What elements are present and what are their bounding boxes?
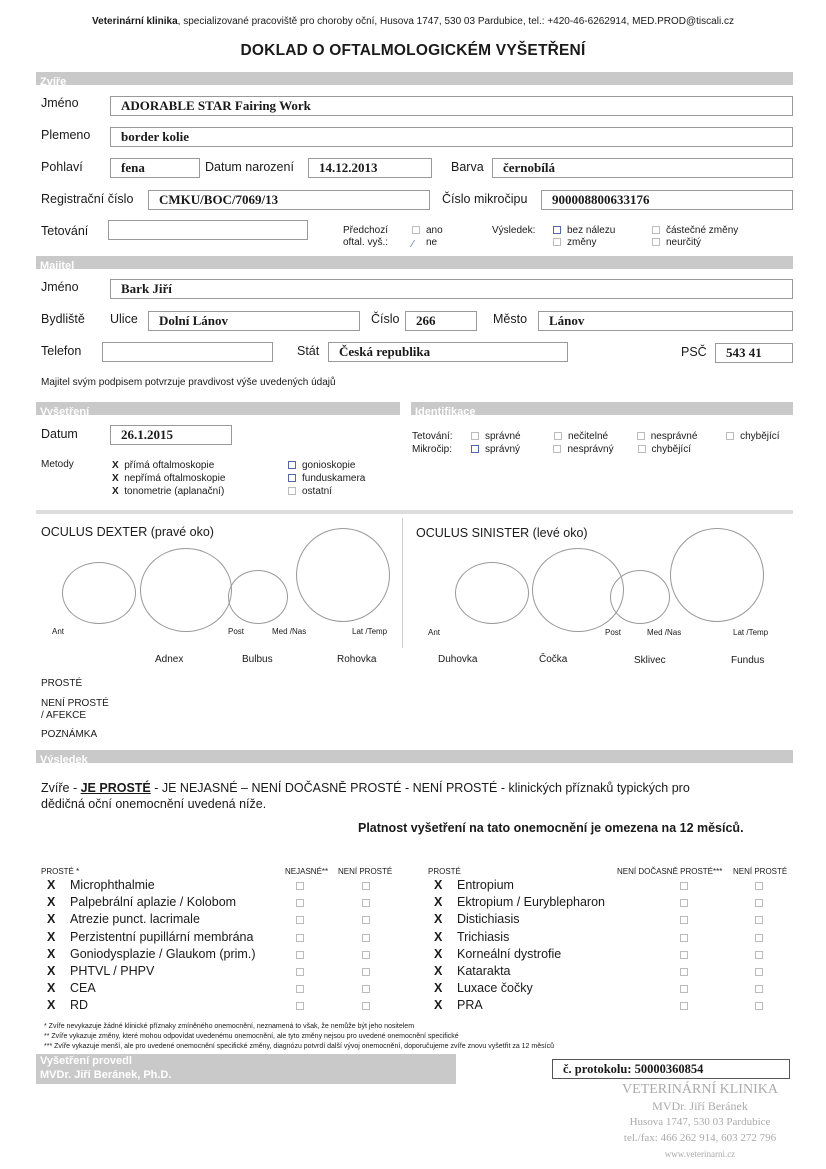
- right-disease-name: Ektropium / Euryblepharon: [457, 895, 605, 910]
- col-sklivec: Sklivec: [634, 655, 666, 666]
- od-temp-label: Lat /Temp: [352, 627, 388, 636]
- chip-ok-checkbox[interactable]: [471, 445, 479, 453]
- protocol-label: č. protokolu:: [563, 1062, 632, 1076]
- chip-missing: chybějící: [651, 444, 691, 455]
- stamp-line-1: VETERINÁRNÍ KLINIKA: [622, 1082, 778, 1097]
- stamp-line-2: MVDr. Jiří Beránek: [652, 1099, 748, 1113]
- left-notfree-checkbox[interactable]: [362, 916, 370, 924]
- street-field[interactable]: Dolní Lánov: [148, 311, 360, 331]
- methods-list-2: [288, 459, 365, 498]
- animal-name-label: Jméno: [41, 96, 79, 110]
- right-notfree-checkbox[interactable]: [755, 985, 763, 993]
- right-disease-name: PRA: [457, 998, 483, 1013]
- right-notfree-checkbox[interactable]: [755, 899, 763, 907]
- os-post-diagram: [610, 570, 670, 624]
- ident-labels: [412, 430, 453, 456]
- dob-field[interactable]: 14.12.2013: [308, 158, 432, 178]
- left-disease-mark: X: [47, 912, 56, 927]
- os-ant-diagram: [455, 562, 529, 624]
- row-affection: / AFEKCE: [41, 710, 87, 721]
- prev-exam-label: [343, 225, 388, 249]
- section-bar-exam: [36, 402, 400, 418]
- right-head-temp: NENÍ DOČASNĚ PROSTÉ***: [617, 867, 723, 876]
- right-disease-name: Luxace čočky: [457, 981, 533, 996]
- od-fundus-diagram: [296, 528, 390, 622]
- left-disease-mark: X: [47, 981, 56, 996]
- left-notfree-checkbox[interactable]: [362, 968, 370, 976]
- left-unclear-checkbox[interactable]: [296, 985, 304, 993]
- tattoo-missing-checkbox[interactable]: [726, 432, 734, 440]
- left-notfree-checkbox[interactable]: [362, 934, 370, 942]
- footnote-3: *** Zvíře vykazuje menší, ale pro uvedené onemocnění specifické změny, diagnózu potvrdí další vývoj onemocnění, doporučujeme zvíře znovu vyšetřit za 12 měsíců: [44, 1043, 554, 1050]
- os-post-label: Post: [605, 628, 622, 637]
- method-gonio: gonioskopie: [302, 460, 356, 471]
- od-nas-label: Med /Nas: [272, 627, 307, 636]
- address-label: Bydliště: [41, 312, 85, 326]
- number-label: Číslo: [371, 312, 400, 326]
- ident-tattoo-label: Tetování:: [412, 431, 453, 442]
- tattoo-wrong: nesprávné: [650, 431, 698, 442]
- od-lateral-diagram: [140, 548, 232, 632]
- left-disease-name: Atrezie punct. lacrimale: [70, 912, 200, 927]
- footnote-2: ** Zvíře vykazuje změny, které mohou odpovídat uvedenému onemocnění, ale tyto změny nejsou pro uvedené onemocnění specifické: [44, 1033, 459, 1040]
- right-notfree-checkbox[interactable]: [755, 1002, 763, 1010]
- method-1: přímá oftalmoskopie: [124, 460, 215, 471]
- right-head-notfree: NENÍ PROSTÉ: [733, 867, 788, 876]
- left-notfree-checkbox[interactable]: [362, 951, 370, 959]
- left-disease-mark: X: [47, 946, 56, 961]
- chip-ok: správný: [485, 444, 521, 455]
- section-title-animal: Zvíře: [40, 76, 67, 88]
- chip-label: Číslo mikročipu: [442, 192, 528, 206]
- sex-field[interactable]: fena: [110, 158, 200, 178]
- left-disease-mark: X: [47, 878, 56, 892]
- fundus-cam-checkbox[interactable]: [288, 474, 296, 482]
- protocol-box: [552, 1059, 790, 1079]
- right-disease-name: Korneální dystrofie: [457, 946, 562, 961]
- section-title-ident: Identifikace: [415, 406, 476, 418]
- result-unclear-label: neurčitý: [666, 237, 702, 248]
- left-disease-mark: X: [47, 964, 56, 978]
- result-line-1: [41, 781, 690, 795]
- clinic-header: [0, 16, 826, 27]
- left-unclear-checkbox[interactable]: [296, 951, 304, 959]
- result-none-checkbox[interactable]: [553, 226, 561, 234]
- reg-label: Registrační číslo: [41, 192, 134, 206]
- chip-wrong-checkbox[interactable]: [553, 445, 561, 453]
- right-temp-checkbox[interactable]: [680, 934, 688, 942]
- left-notfree-checkbox[interactable]: [362, 899, 370, 907]
- methods-list: [112, 459, 225, 498]
- left-disease-name: RD: [70, 998, 89, 1013]
- od-ant-diagram: [62, 562, 136, 624]
- ident-options: [471, 430, 780, 456]
- number-field[interactable]: 266: [405, 311, 477, 331]
- left-notfree-checkbox[interactable]: [362, 882, 370, 890]
- result-free: JE PROSTÉ: [80, 781, 151, 795]
- left-unclear-checkbox[interactable]: [296, 899, 304, 907]
- prev-label-2: oftal. vyš.:: [343, 237, 389, 248]
- result-partial-label: částečné změny: [666, 225, 739, 236]
- right-disease-mark: X: [434, 912, 443, 927]
- left-notfree-checkbox[interactable]: [362, 985, 370, 993]
- od-ant-label: Ant: [52, 627, 65, 636]
- method-mark-2: X: [112, 473, 119, 484]
- left-notfree-checkbox[interactable]: [362, 1002, 370, 1010]
- right-disease-mark: X: [434, 895, 443, 910]
- result-label: Výsledek:: [492, 225, 536, 236]
- col-adnex: Adnex: [155, 654, 184, 665]
- left-disease-name: Goniodysplazie / Glaukom (prim.): [70, 946, 256, 961]
- right-temp-checkbox[interactable]: [680, 1002, 688, 1010]
- right-temp-checkbox[interactable]: [680, 882, 688, 890]
- tattoo-ok: správné: [485, 431, 521, 442]
- result-rest: - JE NEJASNÉ – NENÍ DOČASNĚ PROSTÉ - NENÍ PROSTÉ - klinických příznaků typických pro: [150, 781, 690, 795]
- right-notfree-checkbox[interactable]: [755, 968, 763, 976]
- col-bulbus: Bulbus: [242, 654, 273, 665]
- animal-name-field[interactable]: ADORABLE STAR Fairing Work: [110, 96, 793, 116]
- eye-section-divider: [36, 510, 793, 514]
- validity-note: Platnost vyšetření na tato onemocnění je omezena na 12 měsíců.: [358, 821, 744, 835]
- tattoo-missing: chybějící: [740, 431, 780, 442]
- clinic-details: , specializované pracoviště pro choroby oční, Husova 1747, 530 03 Pardubice, tel.: +420-46-6262914, MED.PROD@tiscali.cz: [177, 16, 734, 27]
- prev-label-1: Předchozí: [343, 225, 389, 236]
- right-temp-checkbox[interactable]: [680, 899, 688, 907]
- left-disease-mark: X: [47, 998, 56, 1013]
- od-post-label: Post: [228, 627, 245, 636]
- left-head-free: PROSTÉ *: [41, 867, 80, 876]
- method-mark-3: X: [112, 486, 119, 497]
- right-notfree-checkbox[interactable]: [755, 916, 763, 924]
- reg-field[interactable]: CMKU/BOC/7069/13: [148, 190, 430, 210]
- zip-field[interactable]: 543 41: [715, 343, 793, 363]
- method-mark-1: X: [112, 460, 119, 471]
- prev-yes-label: ano: [426, 225, 443, 236]
- footnotes: [44, 1022, 554, 1052]
- phone-label: Telefon: [41, 344, 82, 358]
- os-ant-label: Ant: [428, 628, 441, 637]
- result-options-1: [553, 225, 615, 249]
- vet-name: MVDr. Jiří Beránek, Ph.D.: [40, 1069, 172, 1081]
- os-nas-label: Med /Nas: [647, 628, 682, 637]
- clinic-name: Veterinární klinika: [92, 16, 178, 27]
- right-disease-mark: X: [434, 929, 443, 944]
- method-2: nepřímá oftalmoskopie: [124, 473, 226, 484]
- owner-name-label: Jméno: [41, 280, 79, 294]
- right-disease-mark: X: [434, 964, 443, 978]
- chip-wrong: nesprávný: [567, 444, 614, 455]
- left-disease-name: Perzistentní pupillární membrána: [70, 929, 254, 944]
- result-unclear-checkbox[interactable]: [652, 238, 660, 246]
- result-partial-checkbox[interactable]: [652, 226, 660, 234]
- gonio-checkbox[interactable]: [288, 461, 296, 469]
- prev-exam-options: ano ⁄ ne: [412, 225, 443, 251]
- result-prefix: Zvíře -: [41, 781, 81, 795]
- left-disease-name: CEA: [70, 981, 96, 996]
- section-bar-ident: [411, 402, 793, 418]
- tattoo-illegible: nečitelné: [568, 431, 609, 442]
- right-disease-mark: X: [434, 878, 443, 892]
- left-head-unclear: NEJASNÉ**: [285, 867, 329, 876]
- left-disease-mark: X: [47, 929, 56, 944]
- right-notfree-checkbox[interactable]: [755, 934, 763, 942]
- method-funduscam: funduskamera: [302, 473, 366, 484]
- owner-declaration: Majitel svým podpisem potvrzuje pravdivost výše uvedených údajů: [41, 377, 336, 388]
- tattoo-illegible-checkbox[interactable]: [554, 432, 562, 440]
- right-temp-checkbox[interactable]: [680, 951, 688, 959]
- left-disease-name: PHTVL / PHPV: [70, 964, 155, 978]
- left-unclear-checkbox[interactable]: [296, 882, 304, 890]
- zip-label: PSČ: [681, 345, 707, 359]
- right-disease-mark: X: [434, 981, 443, 996]
- performed-label: Vyšetření provedl: [40, 1055, 132, 1067]
- left-unclear-checkbox[interactable]: [296, 1002, 304, 1010]
- breed-field[interactable]: border kolie: [110, 127, 793, 147]
- od-post-diagram: [228, 570, 288, 624]
- row-not-free: NENÍ PROSTÉ: [41, 698, 109, 709]
- protocol-number: 50000360854: [634, 1062, 704, 1076]
- left-disease-name: Palpebrální aplazie / Kolobom: [70, 895, 237, 910]
- color-field[interactable]: černobílá: [492, 158, 793, 178]
- right-disease-name: Distichiasis: [457, 912, 520, 927]
- col-fundus: Fundus: [731, 655, 765, 666]
- stamp-line-5: www.veterinarni.cz: [664, 1149, 736, 1159]
- chip-field[interactable]: 900008800633176: [541, 190, 793, 210]
- os-fundus-diagram: [670, 528, 764, 622]
- breed-label: Plemeno: [41, 128, 91, 142]
- result-none-label: bez nálezu: [567, 225, 616, 236]
- right-disease-name: Entropium: [457, 878, 514, 892]
- result-options-2: [652, 225, 738, 249]
- chip-missing-checkbox[interactable]: [638, 445, 646, 453]
- prev-no-label: ne: [426, 237, 438, 248]
- left-unclear-checkbox[interactable]: [296, 916, 304, 924]
- left-unclear-checkbox[interactable]: [296, 968, 304, 976]
- left-unclear-checkbox[interactable]: [296, 934, 304, 942]
- right-head-free: PROSTÉ: [428, 867, 461, 876]
- ident-chip-label: Mikročip:: [412, 444, 453, 455]
- result-changes-label: změny: [567, 237, 597, 248]
- section-title-owner: Majitel: [40, 260, 75, 272]
- right-disease-name: Katarakta: [457, 964, 511, 978]
- document-title: DOKLAD O OFTALMOLOGICKÉM VYŠETŘENÍ: [240, 42, 586, 59]
- section-title-exam: Vyšetření: [40, 406, 90, 418]
- row-free: PROSTÉ: [41, 678, 83, 689]
- result-line-2: dědičná oční onemocnění uvedená níže.: [41, 797, 267, 811]
- other-method-checkbox[interactable]: [288, 487, 296, 495]
- row-note: POZNÁMKA: [41, 729, 98, 740]
- clinic-stamp: [600, 1082, 800, 1162]
- right-disease-name: Trichiasis: [457, 929, 510, 944]
- left-head-notfree: NENÍ PROSTÉ: [338, 867, 393, 876]
- right-eye-title: OCULUS DEXTER (pravé oko): [41, 525, 214, 539]
- section-bar-animal: [36, 72, 793, 88]
- city-label: Město: [493, 312, 528, 326]
- right-disease-mark: X: [434, 998, 443, 1013]
- sex-label: Pohlaví: [41, 160, 83, 174]
- right-notfree-checkbox[interactable]: [755, 951, 763, 959]
- methods-label: Metody: [41, 459, 74, 470]
- left-disease-name: Microphthalmie: [70, 878, 155, 892]
- prev-yes-checkbox[interactable]: [412, 226, 420, 234]
- col-duhovka: Duhovka: [438, 654, 478, 665]
- result-changes-checkbox[interactable]: [553, 238, 561, 246]
- os-temp-label: Lat /Temp: [733, 628, 769, 637]
- city-field[interactable]: Lánov: [538, 311, 793, 331]
- color-label: Barva: [451, 160, 484, 174]
- stamp-line-4: tel./fax: 466 262 914, 603 272 796: [623, 1132, 777, 1144]
- state-label: Stát: [297, 344, 320, 358]
- tattoo-wrong-checkbox[interactable]: [637, 432, 645, 440]
- right-temp-checkbox[interactable]: [680, 916, 688, 924]
- phone-field[interactable]: [102, 342, 273, 362]
- right-disease-mark: X: [434, 946, 443, 961]
- right-notfree-checkbox[interactable]: [755, 882, 763, 890]
- exam-date-field[interactable]: 26.1.2015: [110, 425, 232, 445]
- method-other: ostatní: [302, 486, 333, 497]
- left-eye-title: OCULUS SINISTER (levé oko): [416, 526, 588, 540]
- owner-name-field[interactable]: Bark Jiří: [110, 279, 793, 299]
- eye-divider: [402, 518, 403, 648]
- section-bar-performed: [36, 1054, 456, 1084]
- stamp-line-3: Husova 1747, 530 03 Pardubice: [629, 1116, 771, 1128]
- method-3: tonometrie (aplanační): [124, 486, 225, 497]
- section-bar-result: [36, 750, 793, 766]
- tattoo-label: Tetování: [41, 224, 89, 238]
- col-cocka: Čočka: [539, 654, 568, 665]
- street-label: Ulice: [110, 312, 138, 326]
- col-rohovka: Rohovka: [337, 654, 377, 665]
- section-title-result: Výsledek: [40, 754, 88, 766]
- right-temp-checkbox[interactable]: [680, 968, 688, 976]
- section-bar-owner: [36, 256, 793, 272]
- right-temp-checkbox[interactable]: [680, 985, 688, 993]
- tattoo-field[interactable]: [108, 220, 308, 240]
- exam-date-label: Datum: [41, 427, 78, 441]
- state-field[interactable]: Česká republika: [328, 342, 568, 362]
- left-disease-mark: X: [47, 895, 56, 910]
- tattoo-ok-checkbox[interactable]: [471, 432, 479, 440]
- footnote-1: * Zvíře nevykazuje žádné klinické příznaky zmíněného onemocnění, neznamená to však, že nemůže být jeho nositelem: [44, 1023, 415, 1030]
- dob-label: Datum narození: [205, 160, 294, 174]
